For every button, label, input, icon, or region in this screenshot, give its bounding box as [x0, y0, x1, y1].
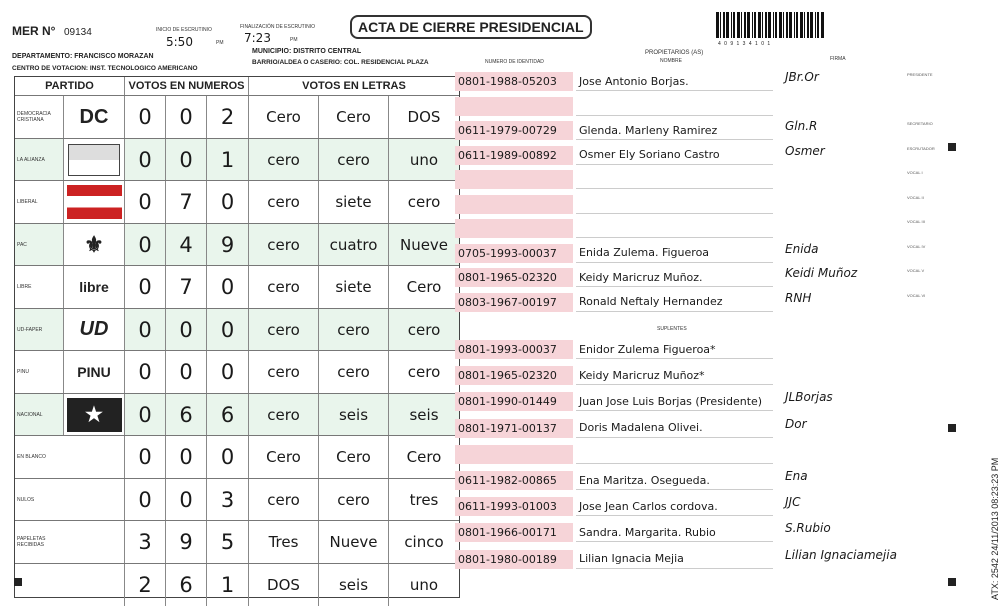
vote-word: cero	[248, 309, 318, 352]
party-name: PAC	[17, 241, 27, 248]
vote-word: cero	[318, 351, 388, 394]
vote-word: Nueve	[318, 521, 388, 564]
signature: Keidi Muñoz	[785, 266, 858, 280]
vote-digit: 0	[124, 181, 165, 224]
party-logo	[63, 351, 124, 394]
barcode-bar	[804, 12, 805, 38]
barcode-number: 4 0 9 1 3 4 1 0 1	[718, 41, 772, 47]
vote-digit: 0	[165, 139, 206, 182]
member-row	[455, 268, 773, 287]
vote-digit: 0	[124, 96, 165, 139]
party-logo-text: DC	[79, 105, 109, 128]
vote-digit: 3	[124, 521, 165, 564]
barcode-bar	[754, 12, 756, 38]
signature: JLBorjas	[785, 390, 833, 405]
party-name: DEMOCRACIA CRISTIANA	[17, 111, 51, 124]
role-label: VOCAL IV	[907, 243, 926, 249]
table-row	[15, 435, 459, 479]
vote-digit: 0	[206, 436, 248, 479]
barcode-bar	[741, 12, 742, 38]
party-logo	[63, 309, 124, 352]
member-id: 0801-1980-00189	[455, 550, 573, 569]
vote-word: uno	[388, 139, 459, 182]
vote-digit: 0	[165, 309, 206, 352]
party-logo	[63, 139, 124, 182]
party-logo	[63, 96, 124, 139]
role-label: VOCAL III	[907, 219, 925, 224]
vote-word: cero	[388, 351, 459, 394]
inicio-label: INICIO DE ESCRUTINIO	[156, 27, 212, 33]
member-row	[455, 392, 773, 411]
vote-digit: 1	[206, 564, 248, 607]
vote-word: seis	[318, 564, 388, 607]
liberal-flag-icon	[67, 185, 122, 219]
barcode-bar	[723, 12, 725, 38]
table-row	[15, 138, 459, 182]
table-header	[15, 77, 459, 95]
vote-digit: 9	[206, 224, 248, 267]
table-row	[15, 350, 459, 394]
member-id: 0801-1988-05203	[455, 72, 573, 91]
vote-word: siete	[318, 181, 388, 224]
vote-word: cero	[388, 309, 459, 352]
member-row	[455, 550, 773, 569]
vote-digit: 7	[165, 266, 206, 309]
member-row	[455, 72, 773, 91]
member-name	[576, 445, 773, 464]
party-logo-text: PINU	[77, 364, 111, 381]
member-row	[455, 97, 773, 116]
member-id: 0611-1993-01003	[455, 497, 573, 516]
barcode-bar	[810, 12, 813, 38]
member-row	[455, 419, 773, 438]
registration-mark	[14, 578, 22, 586]
member-name	[576, 170, 773, 189]
vote-word: cero	[248, 266, 318, 309]
vote-word: cero	[248, 181, 318, 224]
member-id: 0801-1965-02320	[455, 366, 573, 385]
member-name: Juan Jose Luis Borjas (Presidente)	[576, 392, 773, 411]
vote-word: uno	[388, 564, 459, 607]
vote-digit: 2	[124, 564, 165, 607]
barcode-bar	[762, 12, 763, 38]
signature: RNH	[785, 290, 812, 305]
barcode-bar	[744, 12, 746, 38]
vote-word: Cero	[318, 96, 388, 139]
centro-votacion: CENTRO DE VOTACION: INST. TECNOLOGICO AMERICANO	[12, 65, 198, 72]
vote-word: cero	[318, 309, 388, 352]
member-id: 0801-1990-01449	[455, 392, 573, 411]
vote-digit: 0	[165, 351, 206, 394]
member-name: Enida Zulema. Figueroa	[576, 244, 773, 263]
vote-word: Cero	[388, 436, 459, 479]
vote-digit: 6	[165, 564, 206, 607]
vote-word: seis	[388, 394, 459, 437]
vote-digit: 0	[206, 351, 248, 394]
member-id	[455, 445, 573, 464]
nombre-label: NOMBRE	[660, 58, 682, 64]
head-partido: PARTIDO	[45, 80, 94, 92]
member-id	[455, 195, 573, 214]
vote-digit: 1	[206, 139, 248, 182]
vote-word: Cero	[248, 436, 318, 479]
barcode-bar	[815, 12, 816, 38]
vote-digit: 9	[165, 521, 206, 564]
scan-stamp: ATX: 2542 24/11/2013 08:23:23 PM	[990, 457, 1000, 600]
vote-word: Nueve	[388, 224, 459, 267]
member-name: Lilian Ignacia Mejia	[576, 550, 773, 569]
member-id: 0705-1993-00037	[455, 244, 573, 263]
member-row	[455, 244, 773, 263]
table-row	[15, 563, 459, 607]
vote-digit: 0	[124, 224, 165, 267]
vote-digit: 0	[124, 309, 165, 352]
vote-digit: 0	[165, 436, 206, 479]
member-name: Keidy Maricruz Muñoz*	[576, 366, 773, 385]
member-row	[455, 146, 773, 165]
barrio: BARRIO/ALDEA O CASERIO: COL. RESIDENCIAL PLAZA	[252, 59, 429, 66]
barcode-bar	[765, 12, 767, 38]
fleur-icon: ⚜	[84, 231, 104, 257]
role-label: PRESIDENTE	[907, 72, 933, 77]
vote-word: cero	[248, 394, 318, 437]
vote-word: cero	[318, 479, 388, 522]
party-name: PAPELETAS RECIBIDAS	[17, 536, 46, 549]
mer-number: 09134	[64, 27, 92, 38]
member-id	[455, 97, 573, 116]
signature: Ena	[785, 469, 808, 483]
vote-word: cero	[248, 139, 318, 182]
vote-word: cero	[318, 139, 388, 182]
member-row	[455, 121, 773, 140]
barcode-bar	[726, 12, 729, 38]
vote-word: DOS	[248, 564, 318, 607]
vote-digit: 0	[165, 96, 206, 139]
role-label: VOCAL VI	[907, 292, 926, 298]
member-id: 0803-1967-00197	[455, 293, 573, 312]
vote-digit: 0	[206, 181, 248, 224]
barcode-bar	[737, 12, 740, 38]
party-name	[15, 564, 65, 607]
departamento: DEPARTAMENTO: FRANCISCO MORAZAN	[12, 53, 154, 60]
barcode-bar	[800, 12, 803, 38]
vote-digit: 5	[206, 521, 248, 564]
signature: JBr.Or	[785, 70, 819, 84]
vote-digit: 2	[206, 96, 248, 139]
party-name: NULOS	[17, 496, 35, 503]
party-logo-text: libre	[79, 279, 109, 296]
final-time: 7:23	[244, 31, 271, 45]
registration-mark	[948, 424, 956, 432]
party-name: NACIONAL	[17, 411, 43, 418]
table-row	[15, 478, 459, 522]
vote-digit: 4	[165, 224, 206, 267]
vote-digit: 0	[206, 309, 248, 352]
barcode-bar	[779, 12, 782, 38]
member-id: 0611-1979-00729	[455, 121, 573, 140]
vote-digit: 0	[124, 266, 165, 309]
barcode-bar	[716, 12, 719, 38]
votes-table	[14, 76, 460, 598]
barcode-bar	[720, 12, 721, 38]
signature: JJC	[785, 495, 801, 510]
role-label: VOCAL II	[907, 194, 924, 200]
role-label: VOCAL I	[907, 170, 923, 175]
member-row	[455, 366, 773, 385]
barcode-bar	[783, 12, 784, 38]
mer-label: MER N°	[12, 24, 56, 38]
star-icon: ★	[67, 398, 122, 432]
member-name: Ronald Neftaly Hernandez	[576, 293, 773, 312]
member-row	[455, 471, 773, 490]
vote-digit: 0	[124, 139, 165, 182]
vote-word: cinco	[388, 521, 459, 564]
table-row	[15, 95, 459, 139]
table-row	[15, 180, 459, 224]
final-ampm: PM	[290, 37, 298, 43]
vote-digit: 0	[124, 351, 165, 394]
suplentes-label: SUPLENTES	[657, 326, 687, 332]
role-label: SECRETARIO	[907, 121, 933, 126]
head-letras: VOTOS EN LETRAS	[248, 77, 459, 95]
barcode-bar	[794, 12, 795, 38]
member-row	[455, 445, 773, 464]
role-label: ESCRUTADOR	[907, 145, 935, 151]
vote-word: cero	[248, 224, 318, 267]
barcode-bar	[731, 12, 732, 38]
member-row	[455, 523, 773, 542]
barcode-bar	[733, 12, 735, 38]
barcode-bar	[807, 12, 809, 38]
member-name: Osmer Ely Soriano Castro	[576, 146, 773, 165]
vote-word: seis	[318, 394, 388, 437]
barcode-bar	[821, 12, 824, 38]
party-name: UD-FAPER	[17, 326, 43, 333]
party-name: EN BLANCO	[17, 454, 46, 461]
signature: Dor	[785, 416, 807, 431]
member-name: Enidor Zulema Figueroa*	[576, 340, 773, 359]
vote-word: Tres	[248, 521, 318, 564]
vote-digit: 7	[165, 181, 206, 224]
vote-word: Cero	[318, 436, 388, 479]
barcode-bar	[768, 12, 771, 38]
table-row	[15, 393, 459, 437]
vote-digit: 0	[165, 479, 206, 522]
member-row	[455, 219, 773, 238]
municipio: MUNICIPIO: DISTRITO CENTRAL	[252, 48, 362, 55]
vote-digit: 3	[206, 479, 248, 522]
vote-digit: 6	[165, 394, 206, 437]
member-row	[455, 170, 773, 189]
vote-word: cero	[388, 181, 459, 224]
member-name: Ena Maritza. Osegueda.	[576, 471, 773, 490]
table-row	[15, 520, 459, 564]
member-id: 0801-1965-02320	[455, 268, 573, 287]
vote-digit: 0	[124, 436, 165, 479]
vote-word: Cero	[388, 266, 459, 309]
head-numeros: VOTOS EN NUMEROS	[124, 77, 248, 95]
registration-mark	[948, 143, 956, 151]
table-row	[15, 265, 459, 309]
party-logo	[63, 181, 124, 224]
member-row	[455, 293, 773, 312]
vote-word: DOS	[388, 96, 459, 139]
vote-word: cero	[248, 351, 318, 394]
member-id: 0611-1989-00892	[455, 146, 573, 165]
final-label: FINALIZACIÓN DE ESCRUTINIO	[240, 24, 316, 30]
vote-digit: 6	[206, 394, 248, 437]
member-id: 0801-1971-00137	[455, 419, 573, 438]
member-row	[455, 195, 773, 214]
member-name: Doris Madalena Olivei.	[576, 419, 773, 438]
member-name: Sandra. Margarita. Rubio	[576, 523, 773, 542]
member-id	[455, 170, 573, 189]
registration-mark	[948, 578, 956, 586]
signature: Enida	[785, 241, 819, 256]
party-name: LA ALIANZA	[17, 156, 45, 163]
signature: S.Rubio	[785, 521, 831, 536]
member-id: 0801-1993-00037	[455, 340, 573, 359]
member-row	[455, 340, 773, 359]
vote-digit: 0	[206, 266, 248, 309]
document-title: ACTA DE CIERRE PRESIDENCIAL	[350, 15, 592, 39]
numero-identidad-label: NUMERO DE IDENTIDAD	[485, 59, 544, 65]
signature: Osmer	[785, 143, 825, 158]
member-name: Glenda. Marleny Ramirez	[576, 121, 773, 140]
barcode-bar	[773, 12, 774, 38]
member-id: 0801-1966-00171	[455, 523, 573, 542]
barcode-bar	[786, 12, 788, 38]
barcode	[716, 12, 824, 38]
signature: Gln.R	[785, 119, 818, 133]
member-id: 0611-1982-00865	[455, 471, 573, 490]
party-name: PINU	[17, 369, 29, 376]
party-logo-text: UD	[79, 318, 109, 341]
party-logo	[63, 266, 124, 309]
party-name: LIBERAL	[17, 199, 38, 206]
vote-word: cuatro	[318, 224, 388, 267]
party-logo	[63, 394, 124, 437]
inicio-time: 5:50	[166, 35, 193, 49]
barcode-bar	[796, 12, 798, 38]
barcode-bar	[789, 12, 792, 38]
vote-word: Cero	[248, 96, 318, 139]
alianza-flag-icon	[68, 144, 120, 176]
member-name	[576, 219, 773, 238]
barcode-bar	[817, 12, 819, 38]
signature: Lilian Ignaciamejia	[785, 547, 897, 562]
party-logo	[63, 224, 124, 267]
propietarios-label: PROPIETARIOS (AS)	[645, 50, 704, 56]
vote-digit: 0	[124, 394, 165, 437]
member-id	[455, 219, 573, 238]
firma-label: FIRMA	[830, 56, 846, 62]
member-name	[576, 195, 773, 214]
barcode-bar	[775, 12, 777, 38]
vote-word: siete	[318, 266, 388, 309]
inicio-ampm: PM	[216, 40, 224, 46]
vote-word: tres	[388, 479, 459, 522]
table-row	[15, 223, 459, 267]
member-row	[455, 497, 773, 516]
party-name: LIBRE	[17, 284, 32, 291]
role-label: VOCAL V	[907, 268, 925, 273]
table-row	[15, 308, 459, 352]
barcode-bar	[752, 12, 753, 38]
member-name: Jose Jean Carlos cordova.	[576, 497, 773, 516]
vote-digit: 0	[124, 479, 165, 522]
member-name: Jose Antonio Borjas.	[576, 72, 773, 91]
barcode-bar	[747, 12, 750, 38]
barcode-bar	[758, 12, 761, 38]
vote-word: cero	[248, 479, 318, 522]
member-name: Keidy Maricruz Muñoz.	[576, 268, 773, 287]
member-name	[576, 97, 773, 116]
